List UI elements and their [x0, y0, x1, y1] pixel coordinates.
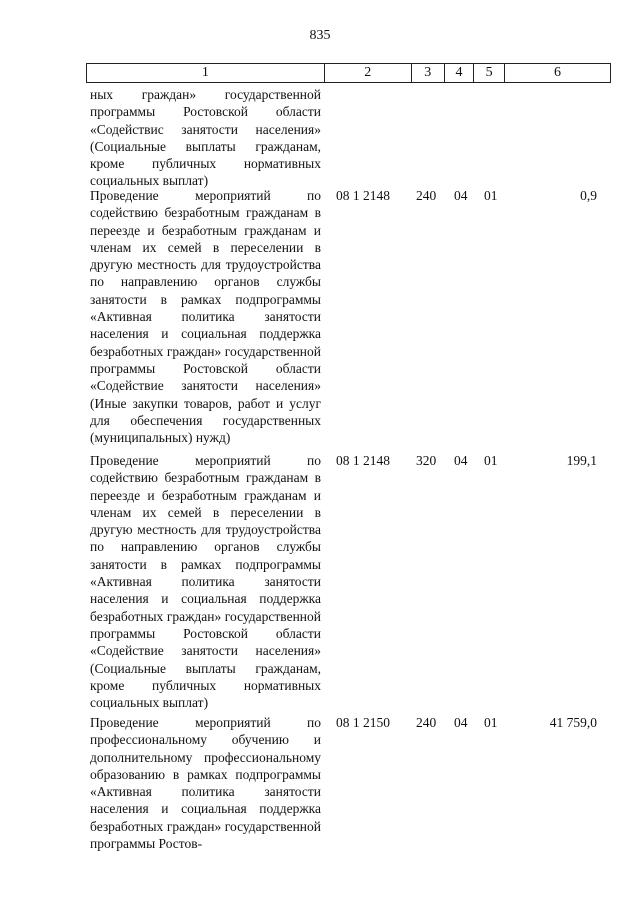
header-col-1: 1: [201, 65, 209, 80]
table-header: [86, 63, 611, 83]
header-col-5: 5: [473, 64, 504, 82]
row-expense-type: 320: [416, 453, 437, 468]
header-col-2: 2: [324, 64, 411, 82]
row-target-code: 08 1 2150: [336, 715, 390, 730]
row-description: Проведение мероприятий по профессиональному обучению и дополнительному профессиональному образованию в рамках подпрограммы «Активная политика занятости населения и социальная поддержка безработных граждан» государственной программы Ростов-: [90, 715, 321, 852]
row-amount: 199,1: [566, 453, 597, 468]
header-col-6: 6: [504, 64, 610, 82]
row-expense-type: 240: [416, 715, 437, 730]
row-description: Проведение мероприятий по содействию безработным гражданам в переезде и безработным гражданам и членам их семей в переселении в другую местность для трудоустройства по направлению органов службы занятости в рамках подпрограммы «Активная политика занятости населения и социальная поддержка безработных граждан» государственной программы Ростовской области «Содействие занятости населения» (Социальные выплаты гражданам, кроме публичных нормативных социальных выплат): [90, 453, 321, 711]
header-col-4: 4: [444, 64, 474, 82]
row-target-code: 08 1 2148: [336, 453, 390, 468]
row-expense-type: 240: [416, 188, 437, 203]
row-section: 04: [454, 453, 468, 468]
row-section: 04: [454, 188, 468, 203]
row-subsection: 01: [484, 188, 498, 203]
row-section: 04: [454, 715, 468, 730]
row-subsection: 01: [484, 453, 498, 468]
row-amount: 41 759,0: [549, 715, 597, 730]
page-number: 835: [309, 28, 331, 43]
row-description: ных граждан» государственной программы Ростовской области «Содействис занятости населения» (Социальные выплаты гражданам, кроме публичных нормативных социальных выплат): [90, 87, 321, 189]
row-subsection: 01: [484, 715, 498, 730]
row-description: Проведение мероприятий по содействию безработным гражданам в переезде и безработным гражданам и членам их семей в переселении в другую местность для трудоустройства по направлению органов службы занятости в рамках подпрограммы «Активная политика занятости населения и социальная поддержка безработных граждан» государственной программы Ростовской области «Содействие занятости населения» (Иные закупки товаров, работ и услуг для обеспечения государственных (муниципальных) нужд): [90, 188, 321, 446]
row-amount: 0,9: [580, 188, 597, 203]
header-col-3: 3: [411, 64, 444, 82]
row-target-code: 08 1 2148: [336, 188, 390, 203]
